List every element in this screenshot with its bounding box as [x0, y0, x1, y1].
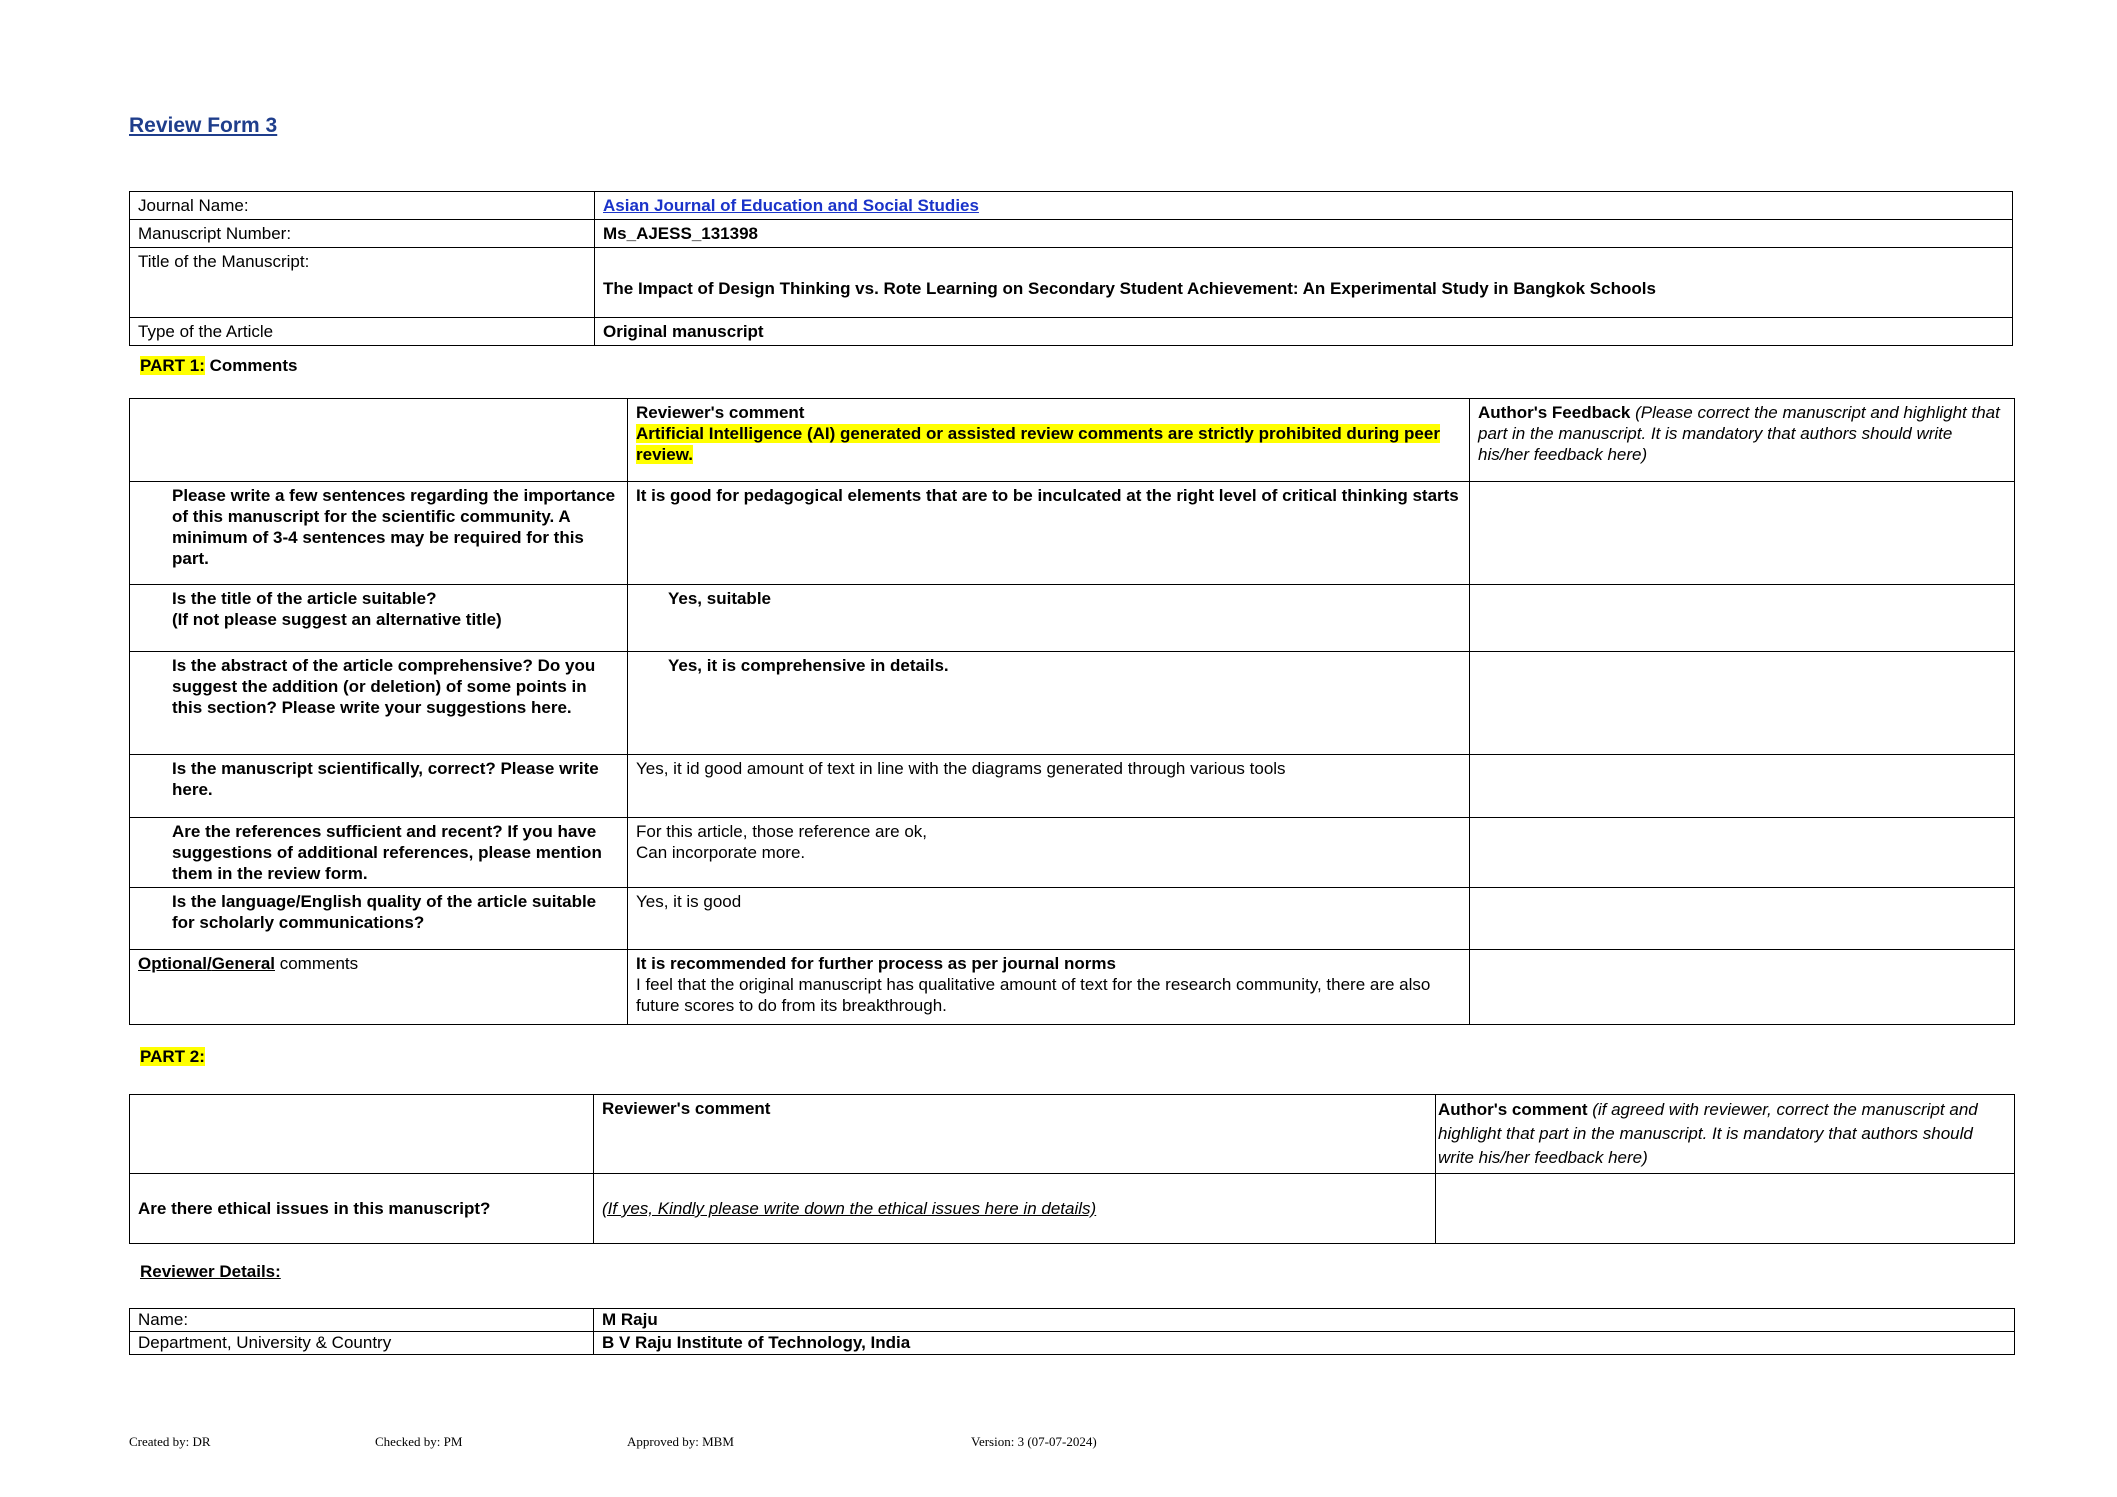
journal-name-link[interactable]: Asian Journal of Education and Social Studies — [603, 196, 979, 215]
author-feedback-abstract[interactable] — [1470, 652, 2015, 755]
question-references: Are the references sufficient and recent? If you have suggestions of additional references, please mention them in the review form. — [130, 818, 628, 888]
reviewer-dept-value: B V Raju Institute of Technology, India — [594, 1332, 2015, 1355]
part2-reviewer-header: Reviewer's comment — [594, 1095, 1436, 1174]
article-type-label: Type of the Article — [130, 318, 595, 346]
author-feedback-optional[interactable] — [1470, 950, 2015, 1025]
part1-heading-rest: Comments — [204, 356, 298, 375]
author-feedback-language[interactable] — [1470, 888, 2015, 950]
manuscript-title-label: Title of the Manuscript: — [130, 248, 595, 318]
reviewer-details-heading: Reviewer Details: — [140, 1262, 281, 1281]
comment-abstract: Yes, it is comprehensive in details. — [668, 656, 949, 675]
part1-heading — [140, 356, 297, 376]
comment-references — [628, 818, 1470, 888]
question-scientific: Is the manuscript scientifically, correct? Please write here. — [130, 755, 628, 818]
ethical-issues-comment: (If yes, Kindly please write down the ethical issues here in details) — [602, 1199, 1097, 1218]
part2-author-header-italic: (if agreed with reviewer, correct the manuscript and highlight that part in the manuscript. It is mandatory that authors should write his/her feedback here) — [1438, 1100, 1978, 1167]
manuscript-info-table — [129, 191, 2013, 346]
optional-label-2: General — [211, 954, 275, 973]
question-title — [130, 585, 628, 652]
ethical-issues-question: Are there ethical issues in this manuscript? — [130, 1174, 594, 1244]
part1-author-header-cell — [1470, 399, 2015, 482]
manuscript-title-value: The Impact of Design Thinking vs. Rote Learning on Secondary Student Achievement: An Experimental Study in Bangkok Schools — [595, 248, 2013, 318]
part1-reviewer-header-cell — [628, 399, 1470, 482]
comment-title-cell — [628, 585, 1470, 652]
question-title-line1: Is the title of the article suitable? — [172, 589, 437, 608]
manuscript-number-value: Ms_AJESS_131398 — [595, 220, 2013, 248]
author-feedback-importance[interactable] — [1470, 482, 2015, 585]
optional-comment-recommendation: It is recommended for further process as per journal norms — [636, 954, 1116, 973]
part1-header-empty — [130, 399, 628, 482]
part2-header-empty — [130, 1095, 594, 1174]
part2-author-header-bold: Author's comment — [1438, 1100, 1588, 1119]
optional-comments-label — [130, 950, 628, 1025]
part1-heading-highlight: PART 1: — [140, 356, 205, 375]
part2-author-header-cell — [1436, 1095, 2015, 1174]
ethical-issues-comment-cell — [594, 1174, 1436, 1244]
ai-prohibited-notice: Artificial Intelligence (AI) generated or assisted review comments are strictly prohibited during peer review. — [636, 424, 1440, 464]
part2-heading — [140, 1047, 205, 1067]
article-type-value: Original manuscript — [595, 318, 2013, 346]
footer-version: Version: 3 (07-07-2024) — [971, 1434, 1097, 1449]
part2-heading-highlight: PART 2: — [140, 1047, 205, 1066]
question-importance: Please write a few sentences regarding the importance of this manuscript for the scientific community. A minimum of 3-4 sentences may be required for this part. — [130, 482, 628, 585]
reviewer-dept-label: Department, University & Country — [130, 1332, 594, 1355]
optional-label-sep: / — [206, 954, 212, 973]
comment-references-line1: For this article, those reference are ok, — [636, 822, 928, 841]
footer-checked: Checked by: PM — [375, 1434, 463, 1449]
journal-name-value — [595, 192, 2013, 220]
footer-approved: Approved by: MBM — [627, 1434, 734, 1449]
optional-comment-text: I feel that the original manuscript has qualitative amount of text for the research community, there are also future scores to do from its breakthrough. — [636, 975, 1431, 1015]
part1-comments-table — [129, 398, 2015, 1025]
comment-references-line2: Can incorporate more. — [636, 843, 806, 862]
manuscript-number-label: Manuscript Number: — [130, 220, 595, 248]
question-abstract: Is the abstract of the article comprehensive? Do you suggest the addition (or deletion) of some points in this section? Please write your suggestions here. — [130, 652, 628, 755]
journal-name-label: Journal Name: — [130, 192, 595, 220]
author-feedback-title[interactable] — [1470, 585, 2015, 652]
part1-author-header-italic: (Please correct the manuscript and highlight that part in the manuscript. It is mandatory that authors should write his/her feedback here) — [1478, 403, 2000, 464]
reviewer-name-value: M Raju — [594, 1309, 2015, 1332]
comment-scientific: Yes, it id good amount of text in line with the diagrams generated through various tools — [628, 755, 1470, 818]
part2-ethics-table — [129, 1094, 2015, 1244]
author-feedback-scientific[interactable] — [1470, 755, 2015, 818]
question-title-line2: (If not please suggest an alternative title) — [172, 610, 502, 629]
comment-abstract-cell — [628, 652, 1470, 755]
reviewer-name-label: Name: — [130, 1309, 594, 1332]
part1-reviewer-header: Reviewer's comment — [636, 403, 805, 422]
author-feedback-references[interactable] — [1470, 818, 2015, 888]
author-feedback-ethical[interactable] — [1436, 1174, 2015, 1244]
question-language: Is the language/English quality of the article suitable for scholarly communications? — [130, 888, 628, 950]
optional-label-rest: comments — [275, 954, 359, 973]
comment-importance: It is good for pedagogical elements that are to be inculcated at the right level of critical thinking starts — [628, 482, 1470, 585]
form-title[interactable]: Review Form 3 — [129, 114, 278, 137]
part1-author-header-bold: Author's Feedback — [1478, 403, 1631, 422]
comment-language: Yes, it is good — [628, 888, 1470, 950]
footer-created: Created by: DR — [129, 1434, 211, 1449]
reviewer-details-table — [129, 1308, 2015, 1355]
comment-title: Yes, suitable — [668, 589, 771, 608]
optional-label-1: Optional — [138, 954, 207, 973]
optional-comments — [628, 950, 1470, 1025]
